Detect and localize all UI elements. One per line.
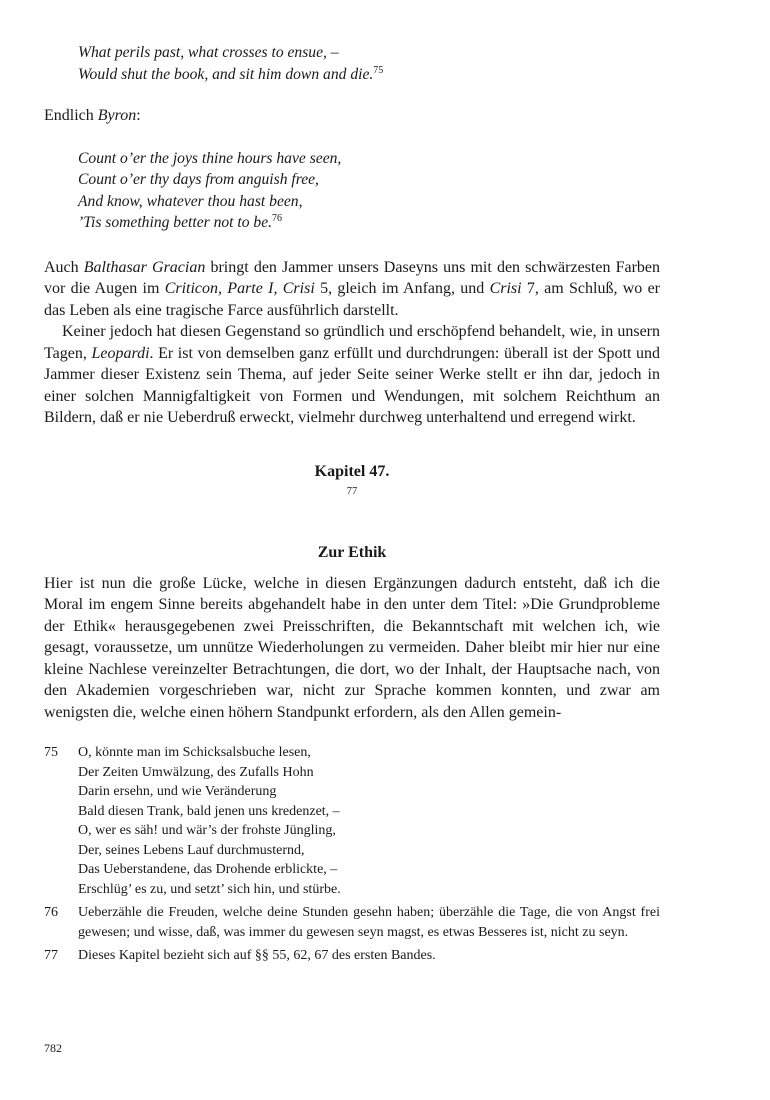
- footnotes: [44, 743, 660, 966]
- footnote-line: Das Ueberstandene, das Drohende erblickte, –: [78, 862, 338, 877]
- footnote-body: Dieses Kapitel bezieht sich auf §§ 55, 62, 67 des ersten Bandes.: [78, 948, 436, 963]
- author-name: Balthasar Gracian: [83, 258, 206, 276]
- footnote-number: 76: [44, 905, 58, 920]
- intro-text: Endlich: [44, 107, 98, 124]
- footnote-line: Der, seines Lebens Lauf durchmusternd,: [78, 842, 305, 858]
- work-title: Criticon, Parte I, Crisi: [164, 280, 315, 297]
- footnote-77: [44, 946, 660, 966]
- page-body: [44, 42, 660, 966]
- footnote-line: Darin ersehn, und wie Veränderung: [78, 784, 277, 799]
- verse-line-text: ’Tis something better not to be.: [78, 214, 273, 231]
- verse-line: [78, 64, 660, 86]
- footnote-body: Ueberzähle die Freuden, welche deine Stunden gesehn haben; überzähle die Tage, die von Angst frei gewesen; und wisse, daß, was immer du gewesen seyn magst, es etwas Besseres ist, nicht zu seyn.: [78, 905, 660, 940]
- page-number: 782: [44, 1041, 62, 1055]
- byron-intro: [44, 105, 660, 127]
- intro-name: Byron: [97, 107, 137, 124]
- verse-quote-2: [78, 148, 660, 234]
- text-run: Auch: [44, 258, 84, 276]
- footnote-line: Erschlüg’ es zu, und setzt’ sich hin, und stürbe.: [78, 881, 341, 897]
- verse-line-text: Would shut the book, and sit him down and die.: [78, 65, 374, 83]
- verse-quote-1: [78, 42, 660, 85]
- verse-line: [78, 212, 660, 234]
- footnote-line: O, könnte man im Schicksalsbuche lesen,: [78, 745, 311, 760]
- footnote-75: [44, 743, 660, 899]
- work-title: Crisi: [489, 280, 522, 297]
- chapter-subtitle: Zur Ethik: [317, 543, 387, 561]
- paragraph-ethik: Hier ist nun die große Lücke, welche in diesen Ergänzungen dadurch entsteht, daß ich die Moral im engem Sinne bereits abgehandelt habe in den unter dem Titel: »Die Grundprobleme der Ethik« herausgegebenen zwei Preisschriften, die Bekanntschaft mit welchen ich, wie gesagt, voraussetze, um unnütze Wiederholungen zu vermeiden. Daher bleibt mir hier nur eine kleine Nachlese vereinzelter Betrachtungen, die dort, wo der Inhalt, der Hauptsache nach, von den Akademien vorgeschrieben war, nicht zur Sprache kommen konnten, und zwar am wenigsten die, welche einen höhern Standpunkt erfordern, als den Allen gemein-: [44, 574, 660, 721]
- verse-line: What perils past, what crosses to ensue, –: [78, 44, 339, 61]
- intro-colon: :: [136, 107, 141, 124]
- text-run: bringt den Jammer unsers Daseyns uns mit den schwärzesten Farben vor die Augen im: [44, 258, 661, 297]
- footnote-76: [44, 903, 660, 942]
- footnote-number: 75: [44, 745, 58, 760]
- footnote-line: Der Zeiten Umwälzung, des Zufalls Hohn: [78, 764, 314, 780]
- footnote-ref-75[interactable]: 75: [373, 64, 384, 76]
- text-run: 7, am Schluß, wo er das Leben als eine tragische Farce ausführlich darstellt.: [44, 280, 660, 319]
- text-run: Keiner jedoch hat diesen Gegenstand so gründlich und erschöpfend behandelt, wie, in unsern Tagen,: [44, 323, 660, 362]
- text-run: . Er ist von demselben ganz erfüllt und durchdrungen: überall ist der Spott und Jammer dieser Existenz sein Thema, auf jeder Seite seiner Werke stellt er ihn dar, jedoch in einer solchen Mannigfaltigkeit von Formen und Wendungen, mit solchem Reichthum an Bildern, daß er nie Ueberdruß erweckt, vielmehr durchweg unterhaltend und erregend wirkt.: [44, 344, 661, 426]
- footnote-line: Bald diesen Trank, bald jenen uns kredenzet, –: [78, 803, 340, 819]
- footnote-body: [78, 743, 660, 899]
- author-name: Leopardi: [91, 344, 150, 362]
- footnote-number: 77: [44, 948, 58, 963]
- text-run: 5, gleich im Anfang, und: [314, 280, 490, 297]
- verse-line: Count o’er the joys thine hours have seen,: [78, 149, 342, 167]
- verse-line: And know, whatever thou hast been,: [78, 192, 303, 210]
- paragraph-gracian: [44, 257, 660, 322]
- footnote-ref-77[interactable]: 77: [346, 485, 358, 497]
- footnote-line: O, wer es säh! und wär’s der frohste Jüngling,: [78, 823, 336, 838]
- verse-line: Count o’er thy days from anguish free,: [78, 171, 319, 188]
- footnote-ref-76[interactable]: 76: [272, 213, 283, 224]
- chapter-title: Kapitel 47.: [314, 462, 390, 480]
- paragraph-leopardi: [44, 321, 660, 429]
